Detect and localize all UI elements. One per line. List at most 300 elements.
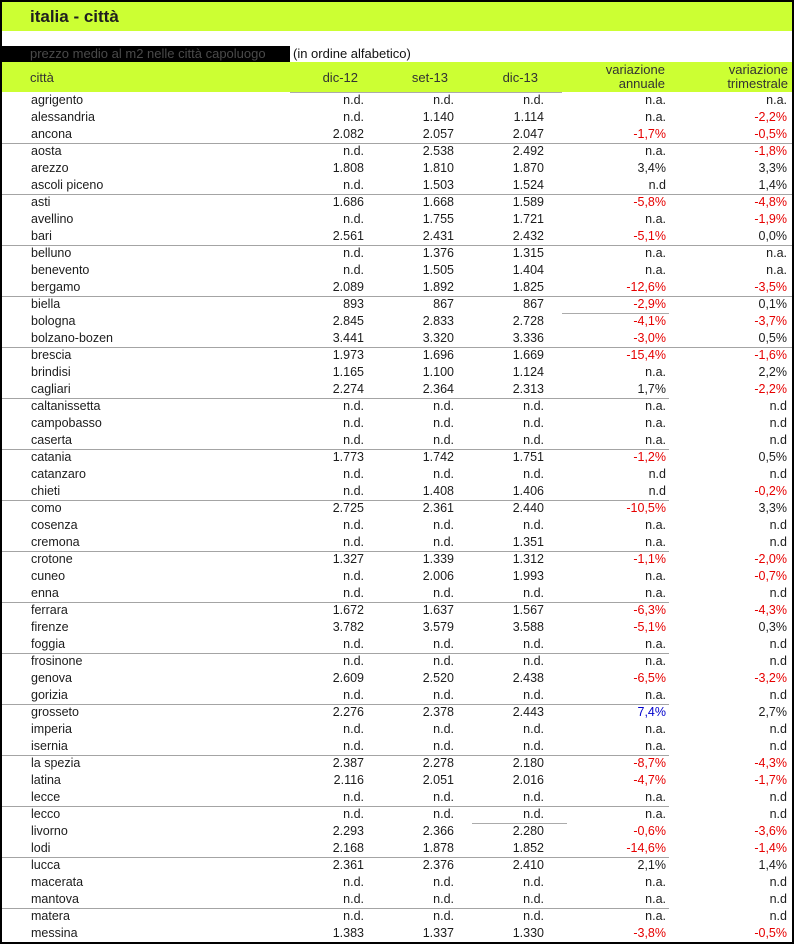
value-cell: -15,4%	[626, 348, 666, 362]
value-cell: 1.825	[512, 280, 544, 294]
value-cell: n.a.	[645, 875, 666, 889]
value-cell: 2,7%	[758, 705, 787, 719]
value-cell: n.d	[769, 722, 787, 736]
city-cell: caserta	[31, 433, 72, 447]
value-cell: -4,3%	[754, 603, 787, 617]
table-row	[2, 313, 792, 330]
value-cell: -0,2%	[754, 484, 787, 498]
value-cell: n.a.	[645, 416, 666, 430]
city-cell: ancona	[31, 127, 73, 141]
value-cell: 3,3%	[758, 161, 787, 175]
value-cell: 2.609	[332, 671, 364, 685]
city-cell: agrigento	[31, 93, 84, 107]
value-cell: -3,6%	[754, 824, 787, 838]
city-cell: enna	[31, 586, 59, 600]
value-cell: 1.524	[512, 178, 544, 192]
value-cell: -3,5%	[754, 280, 787, 294]
value-cell: 2.728	[512, 314, 544, 328]
value-cell: 1,4%	[758, 178, 787, 192]
value-cell: n.d	[769, 654, 787, 668]
city-cell: cagliari	[31, 382, 71, 396]
city-cell: crotone	[31, 552, 73, 566]
value-cell: 1.852	[512, 841, 544, 855]
value-cell: 1,4%	[758, 858, 787, 872]
value-cell: -0,6%	[633, 824, 666, 838]
value-cell: n.d.	[433, 399, 454, 413]
value-cell: n.d.	[523, 93, 544, 107]
header-underline	[290, 92, 562, 93]
value-cell: n.d.	[523, 399, 544, 413]
value-cell: 0,5%	[758, 450, 787, 464]
city-cell: matera	[31, 909, 70, 923]
table-row	[2, 160, 792, 177]
value-cell: n.d.	[523, 433, 544, 447]
value-cell: 1.993	[512, 569, 544, 583]
value-cell: -2,2%	[754, 382, 787, 396]
subtitle	[2, 46, 792, 62]
value-cell: n.a.	[645, 688, 666, 702]
table-row	[2, 738, 792, 755]
value-cell: -1,4%	[754, 841, 787, 855]
table-row	[2, 177, 792, 194]
value-cell: n.a.	[645, 722, 666, 736]
value-cell: n.a.	[645, 263, 666, 277]
city-cell: arezzo	[31, 161, 69, 175]
value-cell: 2.520	[422, 671, 454, 685]
value-cell: -1,1%	[633, 552, 666, 566]
city-cell: lucca	[31, 858, 61, 872]
value-cell: -2,9%	[633, 297, 666, 311]
table-row	[2, 466, 792, 483]
value-cell: n.d.	[433, 722, 454, 736]
value-cell: n.d.	[343, 518, 364, 532]
value-cell: 2.057	[422, 127, 454, 141]
value-cell: n.d.	[523, 518, 544, 532]
row-group-separator	[2, 194, 792, 195]
value-cell: n.a.	[645, 654, 666, 668]
value-cell: n.d	[769, 875, 787, 889]
value-cell: -4,3%	[754, 756, 787, 770]
row-group-separator	[2, 806, 669, 807]
value-cell: n.a.	[645, 110, 666, 124]
value-cell: n.d.	[523, 654, 544, 668]
city-cell: la spezia	[31, 756, 81, 770]
value-cell: n.d.	[343, 399, 364, 413]
value-cell: n.d.	[433, 807, 454, 821]
city-cell: belluno	[31, 246, 72, 260]
value-cell: 2.016	[512, 773, 544, 787]
value-cell: -5,1%	[633, 620, 666, 634]
city-cell: chieti	[31, 484, 61, 498]
col-header-variazione-trimestrale: variazione trimestrale	[669, 62, 792, 92]
table-header	[2, 62, 792, 92]
row-group-separator	[2, 653, 669, 654]
value-cell: -4,1%	[633, 314, 666, 328]
table-row	[2, 211, 792, 228]
value-cell: 1.742	[422, 450, 454, 464]
city-cell: lecco	[31, 807, 61, 821]
table-row	[2, 126, 792, 143]
table-row	[2, 432, 792, 449]
row-group-separator	[2, 449, 669, 450]
value-cell: n.a.	[645, 637, 666, 651]
value-cell: -6,3%	[633, 603, 666, 617]
value-cell: n.d.	[523, 909, 544, 923]
value-cell: 0,1%	[758, 297, 787, 311]
value-cell: n.a.	[645, 586, 666, 600]
value-cell: 1.973	[332, 348, 364, 362]
cell-underline-artifact	[562, 313, 669, 314]
value-cell: -0,5%	[754, 127, 787, 141]
row-group-separator	[2, 296, 792, 297]
city-cell: bergamo	[31, 280, 81, 294]
value-cell: 2.276	[332, 705, 364, 719]
value-cell: n.d.	[433, 518, 454, 532]
value-cell: 2.006	[422, 569, 454, 583]
value-cell: n.d.	[523, 892, 544, 906]
value-cell: n.a.	[645, 365, 666, 379]
value-cell: -4,7%	[633, 773, 666, 787]
value-cell: n.d.	[343, 688, 364, 702]
value-cell: n.d.	[343, 722, 364, 736]
city-cell: asti	[31, 195, 51, 209]
col-header-variazione-annuale: variazione annuale	[547, 62, 669, 92]
value-cell: n.d.	[343, 569, 364, 583]
value-cell: n.d.	[523, 688, 544, 702]
city-cell: brindisi	[31, 365, 71, 379]
value-cell: 1.721	[512, 212, 544, 226]
value-cell: n.d.	[433, 909, 454, 923]
row-group-separator	[2, 908, 669, 909]
value-cell: 2.274	[332, 382, 364, 396]
value-cell: 2.410	[512, 858, 544, 872]
spacer	[2, 31, 792, 46]
value-cell: n.a.	[766, 93, 787, 107]
value-cell: n.d.	[343, 790, 364, 804]
table-row	[2, 687, 792, 704]
value-cell: -1,7%	[633, 127, 666, 141]
value-cell: 2.538	[422, 144, 454, 158]
city-cell: messina	[31, 926, 78, 940]
value-cell: n.d.	[343, 484, 364, 498]
table-row	[2, 279, 792, 296]
city-cell: macerata	[31, 875, 84, 889]
value-cell: n.d.	[433, 586, 454, 600]
value-cell: n.d.	[433, 739, 454, 753]
row-group-separator	[2, 347, 792, 348]
value-cell: 1.808	[332, 161, 364, 175]
value-cell: n.d.	[433, 654, 454, 668]
value-cell: n.d.	[343, 263, 364, 277]
value-cell: n.d.	[433, 433, 454, 447]
value-cell: -12,6%	[626, 280, 666, 294]
value-cell: -5,1%	[633, 229, 666, 243]
subtitle-note: (in ordine alfabetico)	[293, 46, 411, 61]
value-cell: 2.438	[512, 671, 544, 685]
value-cell: 1.351	[512, 535, 544, 549]
value-cell: 2.561	[332, 229, 364, 243]
value-cell: n.d.	[523, 739, 544, 753]
value-cell: 1.330	[512, 926, 544, 940]
table-row	[2, 772, 792, 789]
value-cell: n.d.	[343, 144, 364, 158]
value-cell: -3,2%	[754, 671, 787, 685]
row-group-separator	[2, 755, 669, 756]
value-cell: 1.810	[422, 161, 454, 175]
value-cell: 1.686	[332, 195, 364, 209]
value-cell: n.a.	[645, 433, 666, 447]
value-cell: 3,4%	[637, 161, 666, 175]
value-cell: n.a.	[645, 212, 666, 226]
table-row	[2, 92, 792, 109]
value-cell: 1.755	[422, 212, 454, 226]
table-row	[2, 619, 792, 636]
table-row	[2, 857, 792, 874]
value-cell: n.d.	[433, 93, 454, 107]
value-cell: n.d.	[433, 892, 454, 906]
value-cell: n.a.	[766, 246, 787, 260]
value-cell: n.d	[769, 739, 787, 753]
city-cell: genova	[31, 671, 73, 685]
value-cell: -1,9%	[754, 212, 787, 226]
value-cell: 2.089	[332, 280, 364, 294]
value-cell: n.a.	[645, 144, 666, 158]
value-cell: n.d.	[433, 467, 454, 481]
value-cell: -1,6%	[754, 348, 787, 362]
value-cell: 2.845	[332, 314, 364, 328]
table-row	[2, 534, 792, 551]
value-cell: 867	[433, 297, 454, 311]
city-cell: lodi	[31, 841, 51, 855]
value-cell: 2.280	[512, 824, 544, 838]
table-row	[2, 296, 792, 313]
value-cell: 1.637	[422, 603, 454, 617]
value-cell: n.d.	[433, 790, 454, 804]
value-cell: 3.579	[422, 620, 454, 634]
city-cell: cuneo	[31, 569, 66, 583]
table-row	[2, 194, 792, 211]
value-cell: n.d.	[343, 246, 364, 260]
value-cell: 1,7%	[637, 382, 666, 396]
value-cell: n.a.	[645, 518, 666, 532]
value-cell: n.d	[769, 518, 787, 532]
value-cell: n.d.	[343, 433, 364, 447]
row-group-separator	[2, 245, 792, 246]
value-cell: 1.773	[332, 450, 364, 464]
value-cell: n.a.	[766, 263, 787, 277]
value-cell: 1.406	[512, 484, 544, 498]
value-cell: 3.441	[332, 331, 364, 345]
col-header-dic13: dic-13	[457, 62, 547, 92]
value-cell: n.d	[769, 637, 787, 651]
value-cell: 1.503	[422, 178, 454, 192]
value-cell: 2.431	[422, 229, 454, 243]
value-cell: 1.870	[512, 161, 544, 175]
value-cell: n.d.	[343, 909, 364, 923]
value-cell: 2.361	[332, 858, 364, 872]
value-cell: n.d.	[523, 637, 544, 651]
value-cell: -0,5%	[754, 926, 787, 940]
value-cell: -6,5%	[633, 671, 666, 685]
title-bar	[2, 2, 792, 31]
table-body	[2, 92, 792, 942]
value-cell: n.a.	[645, 535, 666, 549]
city-cell: frosinone	[31, 654, 83, 668]
value-cell: -4,8%	[754, 195, 787, 209]
value-cell: n.d.	[343, 178, 364, 192]
value-cell: 1.383	[332, 926, 364, 940]
value-cell: n.d	[769, 467, 787, 481]
value-cell: 3.320	[422, 331, 454, 345]
value-cell: 867	[523, 297, 544, 311]
table-row	[2, 891, 792, 908]
value-cell: 0,0%	[758, 229, 787, 243]
value-cell: n.d	[648, 467, 666, 481]
value-cell: 2.047	[512, 127, 544, 141]
value-cell: 1.567	[512, 603, 544, 617]
city-cell: ferrara	[31, 603, 68, 617]
value-cell: 3.588	[512, 620, 544, 634]
city-cell: cosenza	[31, 518, 78, 532]
table-row	[2, 330, 792, 347]
value-cell: n.d.	[343, 467, 364, 481]
row-group-separator	[2, 704, 669, 705]
value-cell: -2,0%	[754, 552, 787, 566]
table-row	[2, 840, 792, 857]
row-group-separator	[2, 398, 669, 399]
value-cell: n.d.	[433, 535, 454, 549]
value-cell: 2,1%	[637, 858, 666, 872]
table-row	[2, 364, 792, 381]
city-cell: alessandria	[31, 110, 95, 124]
value-cell: -14,6%	[626, 841, 666, 855]
value-cell: -1,2%	[633, 450, 666, 464]
value-cell: 2.833	[422, 314, 454, 328]
value-cell: 2.376	[422, 858, 454, 872]
value-cell: n.d	[648, 484, 666, 498]
city-cell: foggia	[31, 637, 66, 651]
table-row	[2, 602, 792, 619]
city-cell: lecce	[31, 790, 61, 804]
value-cell: 2.116	[333, 773, 364, 787]
value-cell: 1.404	[512, 263, 544, 277]
value-cell: n.d	[769, 416, 787, 430]
col-header-city: città	[2, 62, 202, 92]
value-cell: n.d.	[523, 807, 544, 821]
value-cell: n.d	[769, 586, 787, 600]
value-cell: n.d	[769, 688, 787, 702]
value-cell: -3,8%	[633, 926, 666, 940]
value-cell: n.d	[769, 433, 787, 447]
value-cell: -1,7%	[754, 773, 787, 787]
value-cell: 2.361	[422, 501, 454, 515]
page-title: italia - città	[30, 7, 119, 26]
value-cell: 1.140	[422, 110, 454, 124]
table-row	[2, 908, 792, 925]
value-cell: -2,2%	[754, 110, 787, 124]
table-row	[2, 585, 792, 602]
value-cell: n.a.	[645, 807, 666, 821]
subtitle-highlight: prezzo medio al m2 nelle città capoluogo	[2, 46, 290, 62]
value-cell: 1.669	[512, 348, 544, 362]
city-cell: bologna	[31, 314, 76, 328]
value-cell: n.d.	[343, 586, 364, 600]
value-cell: n.d.	[343, 892, 364, 906]
value-cell: 2.387	[332, 756, 364, 770]
value-cell: 1.327	[332, 552, 364, 566]
value-cell: n.d.	[523, 875, 544, 889]
city-cell: brescia	[31, 348, 72, 362]
table-row	[2, 704, 792, 721]
value-cell: -3,0%	[633, 331, 666, 345]
value-cell: 1.165	[332, 365, 364, 379]
value-cell: n.a.	[645, 892, 666, 906]
value-cell: n.a.	[645, 399, 666, 413]
row-group-separator	[2, 143, 792, 144]
city-cell: catania	[31, 450, 72, 464]
table-row	[2, 415, 792, 432]
value-cell: 1.312	[512, 552, 544, 566]
value-cell: 3,3%	[758, 501, 787, 515]
value-cell: 2.440	[512, 501, 544, 515]
table-row	[2, 823, 792, 840]
value-cell: 1.100	[422, 365, 454, 379]
value-cell: 2.293	[332, 824, 364, 838]
value-cell: 1.339	[422, 552, 454, 566]
value-cell: n.d	[769, 909, 787, 923]
value-cell: -8,7%	[633, 756, 666, 770]
table-row	[2, 109, 792, 126]
value-cell: n.d.	[523, 416, 544, 430]
table-row	[2, 636, 792, 653]
city-cell: campobasso	[31, 416, 102, 430]
city-cell: caltanissetta	[31, 399, 101, 413]
value-cell: n.d.	[343, 807, 364, 821]
value-cell: n.a.	[645, 909, 666, 923]
value-cell: 1.668	[422, 195, 454, 209]
table-row	[2, 347, 792, 364]
city-cell: cremona	[31, 535, 80, 549]
city-cell: imperia	[31, 722, 72, 736]
value-cell: n.a.	[645, 93, 666, 107]
value-cell: 1.751	[512, 450, 544, 464]
value-cell: 2.364	[422, 382, 454, 396]
value-cell: 1.114	[513, 110, 544, 124]
value-cell: n.a.	[645, 569, 666, 583]
city-cell: ascoli piceno	[31, 178, 104, 192]
value-cell: 2.082	[332, 127, 364, 141]
value-cell: -5,8%	[633, 195, 666, 209]
value-cell: 1.315	[512, 246, 544, 260]
value-cell: 1.892	[422, 280, 454, 294]
value-cell: n.d.	[433, 875, 454, 889]
city-cell: latina	[31, 773, 61, 787]
city-cell: mantova	[31, 892, 79, 906]
value-cell: n.d	[769, 790, 787, 804]
value-cell: 2.313	[512, 382, 544, 396]
value-cell: 2.366	[422, 824, 454, 838]
value-cell: n.d	[769, 399, 787, 413]
value-cell: n.d.	[523, 722, 544, 736]
value-cell: 2.051	[422, 773, 454, 787]
value-cell: 2.180	[512, 756, 544, 770]
value-cell: 893	[343, 297, 364, 311]
city-cell: avellino	[31, 212, 74, 226]
table-row	[2, 398, 792, 415]
city-cell: aosta	[31, 144, 62, 158]
city-cell: firenze	[31, 620, 69, 634]
table-row	[2, 721, 792, 738]
